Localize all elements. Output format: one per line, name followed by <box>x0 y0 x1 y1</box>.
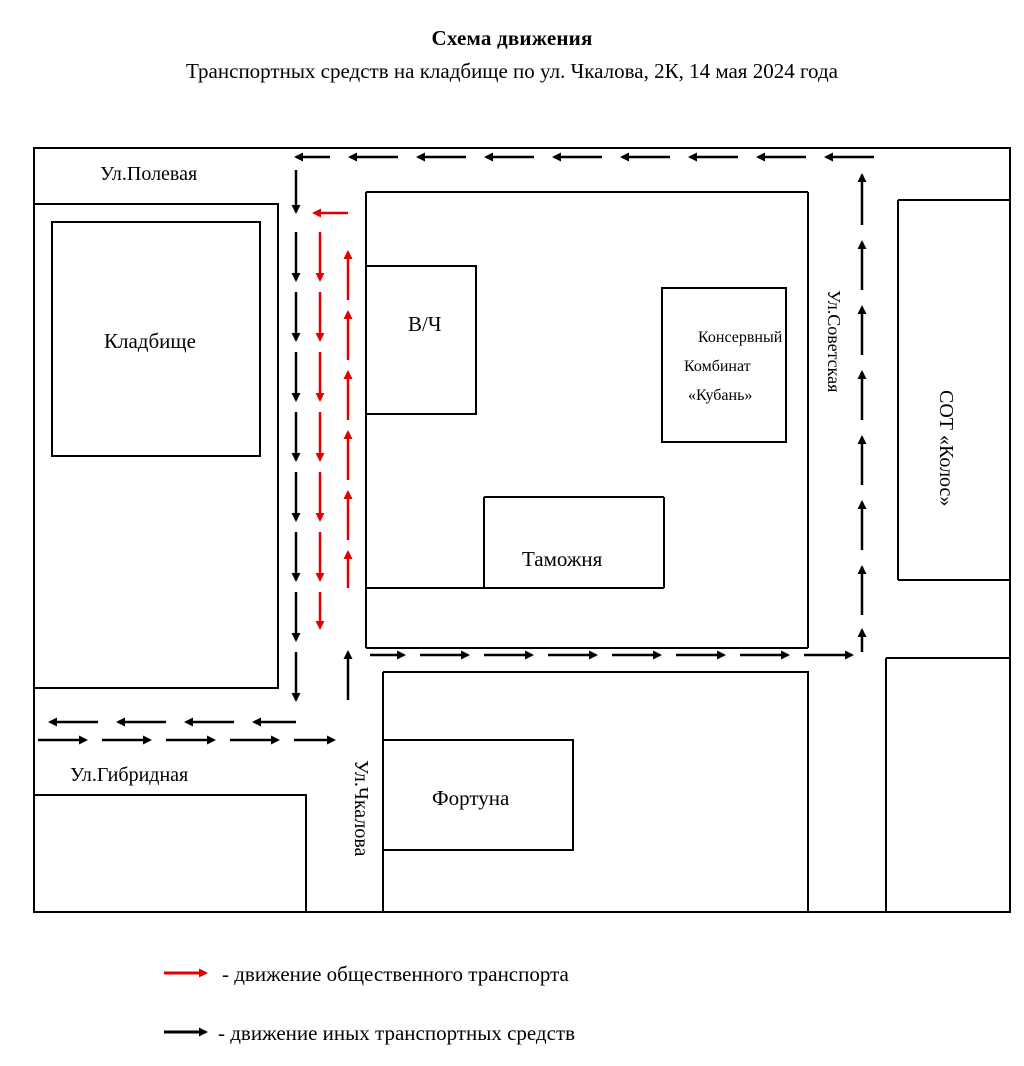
label-area-cemetery: Кладбище <box>104 329 196 353</box>
label-kombinat-line3: «Кубань» <box>688 387 753 404</box>
legend-label-other: - движение иных транспортных средств <box>218 1021 576 1045</box>
label-street-gibridnaya: Ул.Гибридная <box>70 764 189 786</box>
title-main: Схема движения <box>431 26 593 50</box>
label-kombinat-line2: Комбинат <box>684 358 751 375</box>
title-subtitle: Транспортных средств на кладбище по ул. Чкалова, 2К, 14 мая 2024 года <box>186 59 838 83</box>
label-street-polevaya: Ул.Полевая <box>100 163 198 185</box>
label-area-customs: Таможня <box>522 547 603 571</box>
label-kombinat-line1: Консервный <box>698 329 783 346</box>
legend-label-public: - движение общественного транспорта <box>222 962 569 986</box>
label-area-sot-kolos: СОТ «Колос» <box>935 390 957 507</box>
map-outline <box>34 148 1010 912</box>
label-area-fortuna: Фортуна <box>432 786 510 810</box>
label-street-sovetskaya: Ул.Советская <box>824 290 844 393</box>
label-area-military-unit: В/Ч <box>408 312 442 336</box>
label-street-chkalova: Ул.Чкалова <box>350 760 372 857</box>
